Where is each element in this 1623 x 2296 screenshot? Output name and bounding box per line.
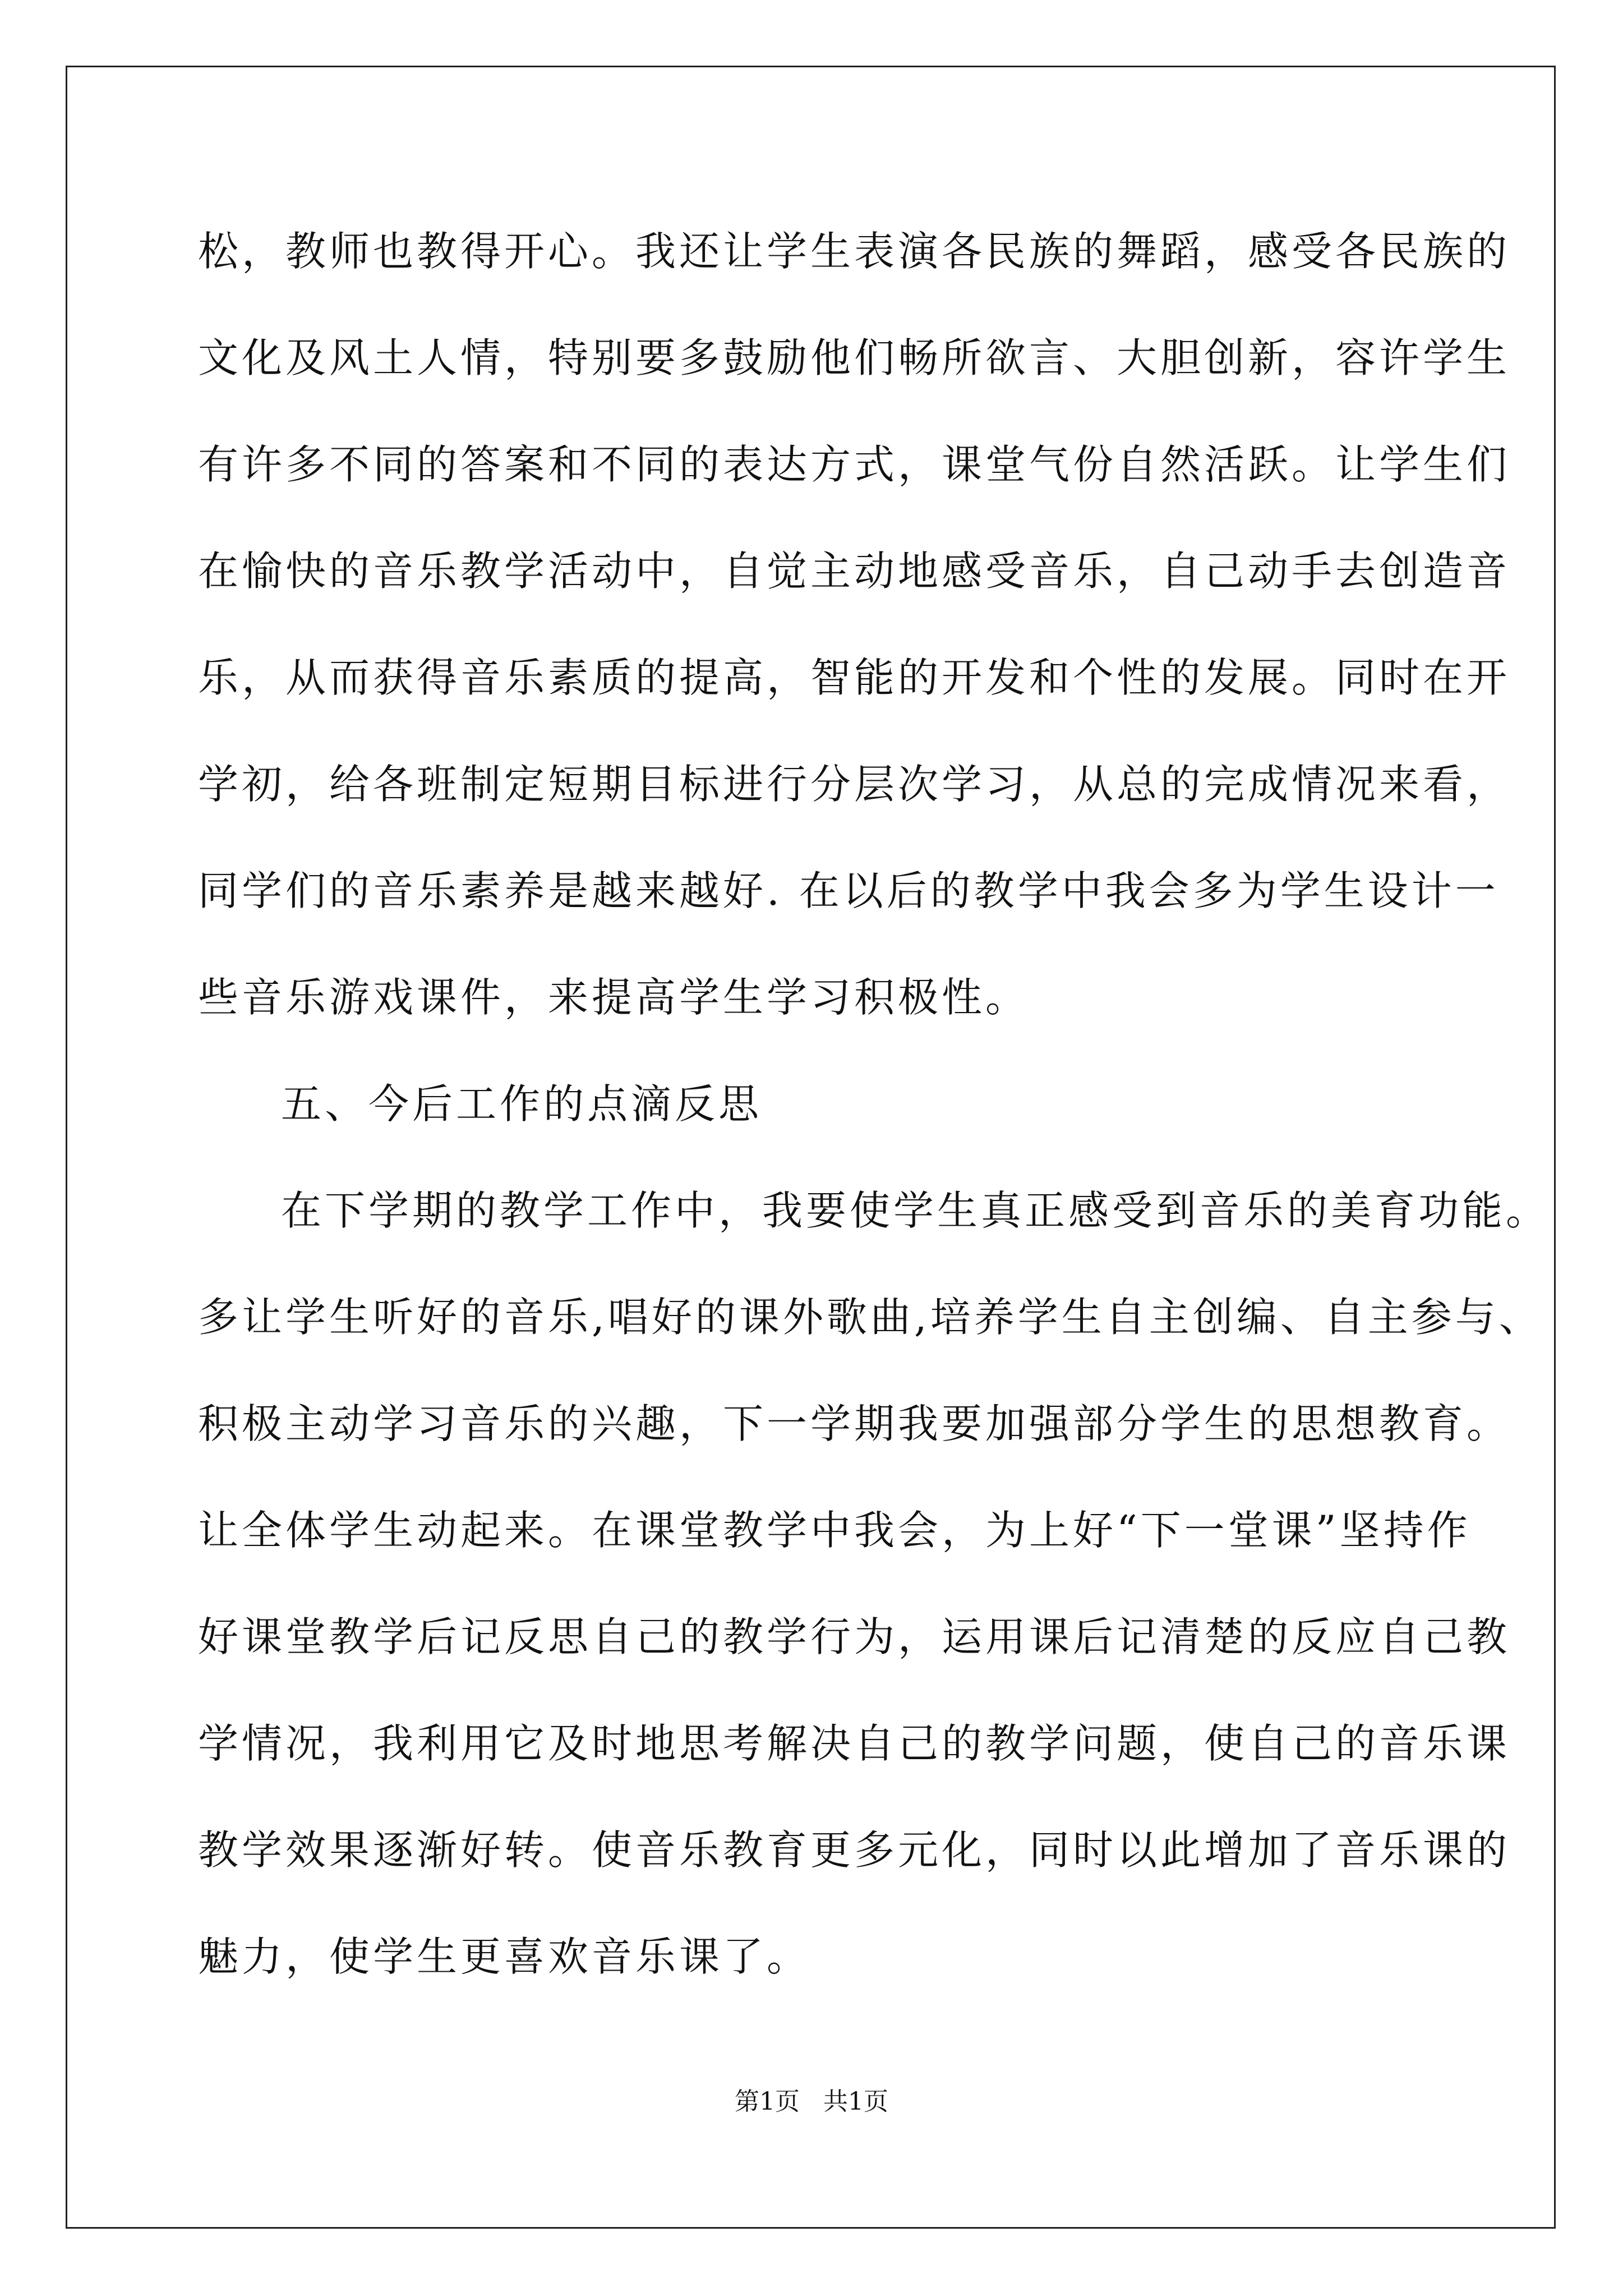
text-line: 文化及风土人情，特别要多鼓励他们畅所欲言、大胆创新，容许学生: [198, 334, 1511, 381]
text-line: 在愉快的音乐教学活动中，自觉主动地感受音乐，自己动手去创造音: [198, 547, 1511, 595]
text-line: 教学效果逐渐好转。使音乐教育更多元化，同时以此增加了音乐课的: [198, 1826, 1511, 1874]
text-line: 五、今后工作的点滴反思: [281, 1080, 763, 1128]
document-body: [198, 212, 1550, 2024]
text-line: 同学们的音乐素养是越来越好. 在以后的教学中我会多为学生设计一: [198, 867, 1499, 914]
text-line: 在下学期的教学工作中，我要使学生真正感受到音乐的美育功能。: [281, 1187, 1550, 1234]
text-line: 积极主动学习音乐的兴趣，下一学期我要加强部分学生的思想教育。: [198, 1400, 1511, 1447]
text-line: 多让学生听好的音乐,唱好的课外歌曲,培养学生自主创编、自主参与、: [198, 1294, 1543, 1341]
text-line: 学情况，我利用它及时地思考解决自己的教学问题，使自己的音乐课: [198, 1720, 1511, 1767]
text-line: 乐，从而获得音乐素质的提高，智能的开发和个性的发展。同时在开: [198, 654, 1511, 701]
page-number-footer: 第1页 共1页: [735, 2087, 888, 2116]
text-line: 好课堂教学后记反思自己的教学行为，运用课后记清楚的反应自己教: [198, 1613, 1511, 1660]
text-line: 松，教师也教得开心。我还让学生表演各民族的舞蹈，感受各民族的: [198, 228, 1511, 275]
text-line: 有许多不同的答案和不同的表达方式，课堂气份自然活跃。让学生们: [198, 441, 1511, 488]
text-line: 些音乐游戏课件，来提高学生学习积极性。: [198, 974, 1030, 1021]
text-line: 学初，给各班制定短期目标进行分层次学习，从总的完成情况来看，: [198, 761, 1511, 808]
text-line: 魅力，使学生更喜欢音乐课了。: [198, 1933, 811, 1980]
text-line: 让全体学生动起来。在课堂教学中我会，为上好“下一堂课”坚持作: [198, 1507, 1471, 1554]
